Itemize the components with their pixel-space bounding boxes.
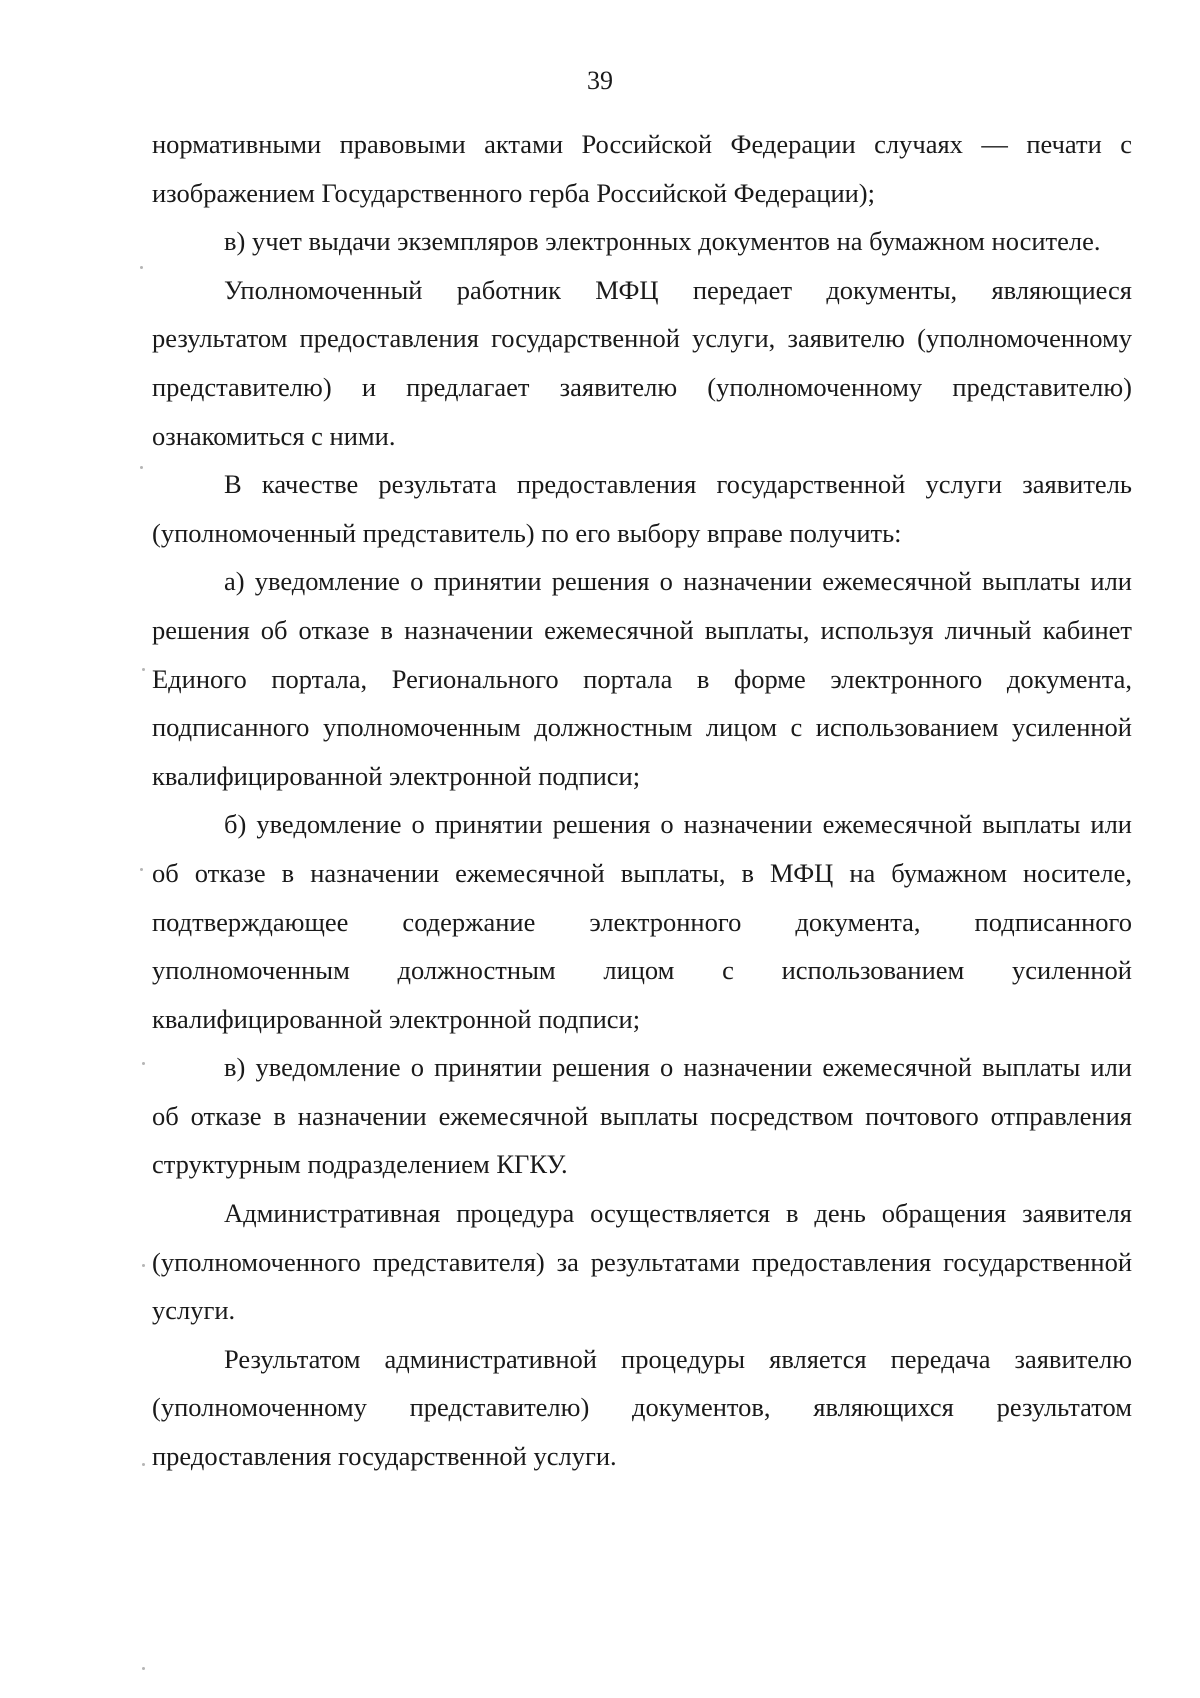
paragraph-option-a: а) уведомление о принятии решения о назначении ежемесячной выплаты или решения об отказе в назначении ежемесячной выплаты, используя личный кабинет Единого портала, Регионального портала в форме электронного документа, подписанного уполномоченным должностным лицом с использованием усиленной квалифицированной электронной подписи; <box>152 566 1132 791</box>
scan-speck <box>140 466 143 469</box>
scan-speck <box>140 868 143 871</box>
paragraph-mfc-handover: Уполномоченный работник МФЦ передает документы, являющиеся результатом предоставления государственной услуги, заявителю (уполномоченному представителю) и предлагает заявителю (уполномоченному представителю) ознакомиться с ними. <box>152 274 1132 451</box>
paragraph-option-v: в) уведомление о принятии решения о назначении ежемесячной выплаты или об отказе в назначении ежемесячной выплаты посредством почтового отправления структурным подразделением КГКУ. <box>152 1052 1132 1180</box>
scan-speck <box>142 1062 145 1065</box>
page-number: 39 <box>587 66 613 95</box>
paragraph-continuation: нормативными правовыми актами Российской Федерации случаях — печати с изображением Государственного герба Российской Федерации); <box>152 129 1132 208</box>
paragraph-option-b: б) уведомление о принятии решения о назначении ежемесячной выплаты или об отказе в назначении ежемесячной выплаты, в МФЦ на бумажном носителе, подтверждающее содержание электронного документа, подписанного уполномоченным должностным лицом с использованием усиленной квалифицированной электронной подписи; <box>152 809 1132 1034</box>
paragraph-result-options: В качестве результата предоставления государственной услуги заявитель (уполномоченный представитель) по его выбору вправе получить: <box>152 469 1132 548</box>
paragraph-procedure-result: Результатом административной процедуры является передача заявителю (уполномоченному представителю) документов, являющихся результатом предоставления государственной услуги. <box>152 1343 1132 1472</box>
paragraph-item-v-accounting: в) учет выдачи экземпляров электронных документов на бумажном носителе. <box>224 226 1101 257</box>
scan-speck <box>140 266 143 269</box>
scan-speck <box>142 668 145 671</box>
body-text <box>152 120 1132 1481</box>
paragraph-procedure-timing: Административная процедура осуществляется в день обращения заявителя (уполномоченного представителя) за результатами предоставления государственной услуги. <box>152 1198 1132 1326</box>
scan-speck <box>142 1463 145 1466</box>
scan-speck <box>142 1667 145 1670</box>
scan-speck <box>142 1264 145 1267</box>
